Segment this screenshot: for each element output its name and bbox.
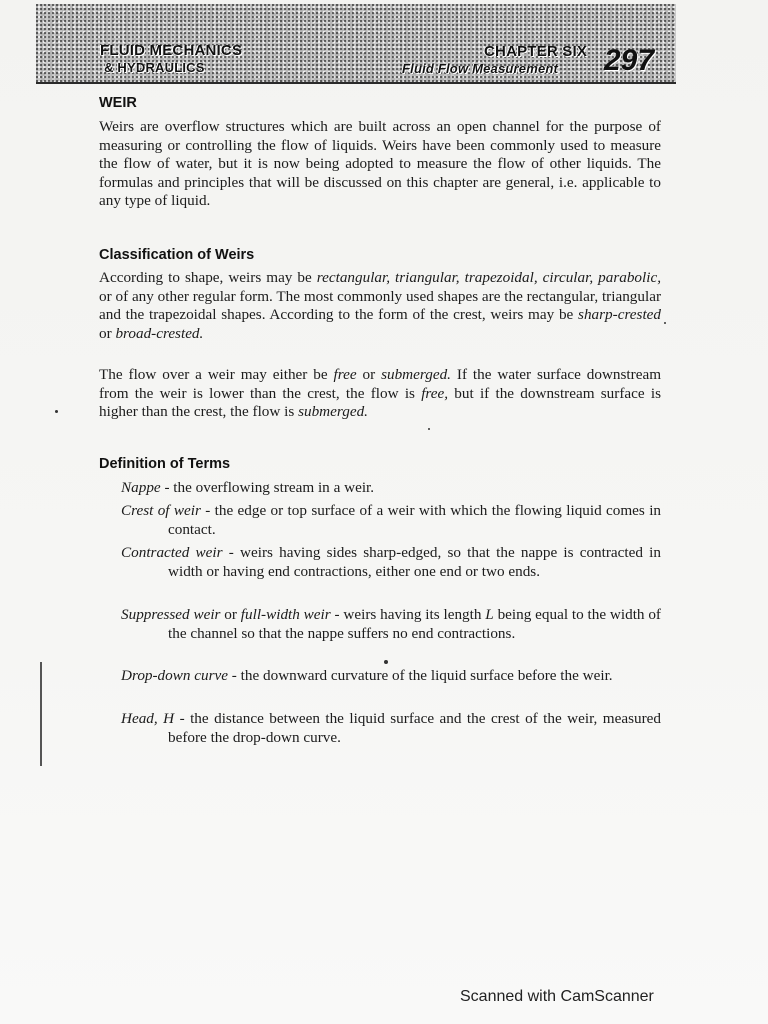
chapter-label: CHAPTER SIX: [484, 43, 588, 60]
scan-speck: [428, 428, 430, 430]
scan-speck: [55, 410, 58, 413]
definition-head: Head, H - the distance between the liquid surface and the crest of the weir, measured before the drop-down curve.: [121, 710, 661, 746]
weir-paragraph: Weirs are overflow structures which are built across an open channel for the purpose of measuring or controlling the flow of liquids. Weirs have been commonly used to measure the flow of water, but it is now being adopted to measure the flow of other liquids. The formulas and principles that will be discussed on this chapter are general, i.e. applicable to any type of liquid.: [99, 118, 661, 210]
section-heading-classification: Classification of Weirs: [99, 247, 255, 263]
definition-contracted-weir: Contracted weir - weirs having sides sharp-edged, so that the nappe is contracted in width or having end contractions, either one end or two ends.: [121, 544, 661, 580]
camscanner-watermark: Scanned with CamScanner: [460, 988, 654, 1005]
book-title-line1: FLUID MECHANICS: [100, 42, 243, 59]
chapter-title: Fluid Flow Measurement: [402, 61, 559, 76]
scan-speck: [664, 322, 666, 324]
classification-paragraph-1: According to shape, weirs may be rectangular, triangular, trapezoidal, circular, parabolic, or of any other regular form. The most commonly used shapes are the rectangular, triangular and the trapezoidal shapes. According to the form of the crest, weirs may be sharp-crested or broad-crested.: [99, 269, 661, 342]
definition-nappe: Nappe - the overflowing stream in a weir.: [121, 479, 375, 496]
page-number: 297: [604, 44, 655, 77]
definition-suppressed-weir: Suppressed weir or full-width weir - weirs having its length L being equal to the width of the channel so that the nappe suffers no end contractions.: [121, 606, 661, 642]
book-title-line2: & HYDRAULICS: [104, 60, 205, 75]
section-heading-weir: WEIR: [99, 95, 137, 111]
definition-drop-down-curve: Drop-down curve - the downward curvature of the liquid surface before the weir.: [121, 667, 613, 684]
scan-speck: [384, 660, 388, 664]
section-heading-definitions: Definition of Terms: [99, 456, 231, 472]
classification-paragraph-2: The flow over a weir may either be free or submerged. If the water surface downstream from the weir is lower than the crest, the flow is free, but if the downstream surface is higher than the crest, the flow is submerged.: [99, 366, 662, 421]
scan-edge-mark: [40, 662, 42, 766]
definition-crest-of-weir: Crest of weir - the edge or top surface of a weir with which the flowing liquid comes in contact.: [121, 502, 662, 538]
